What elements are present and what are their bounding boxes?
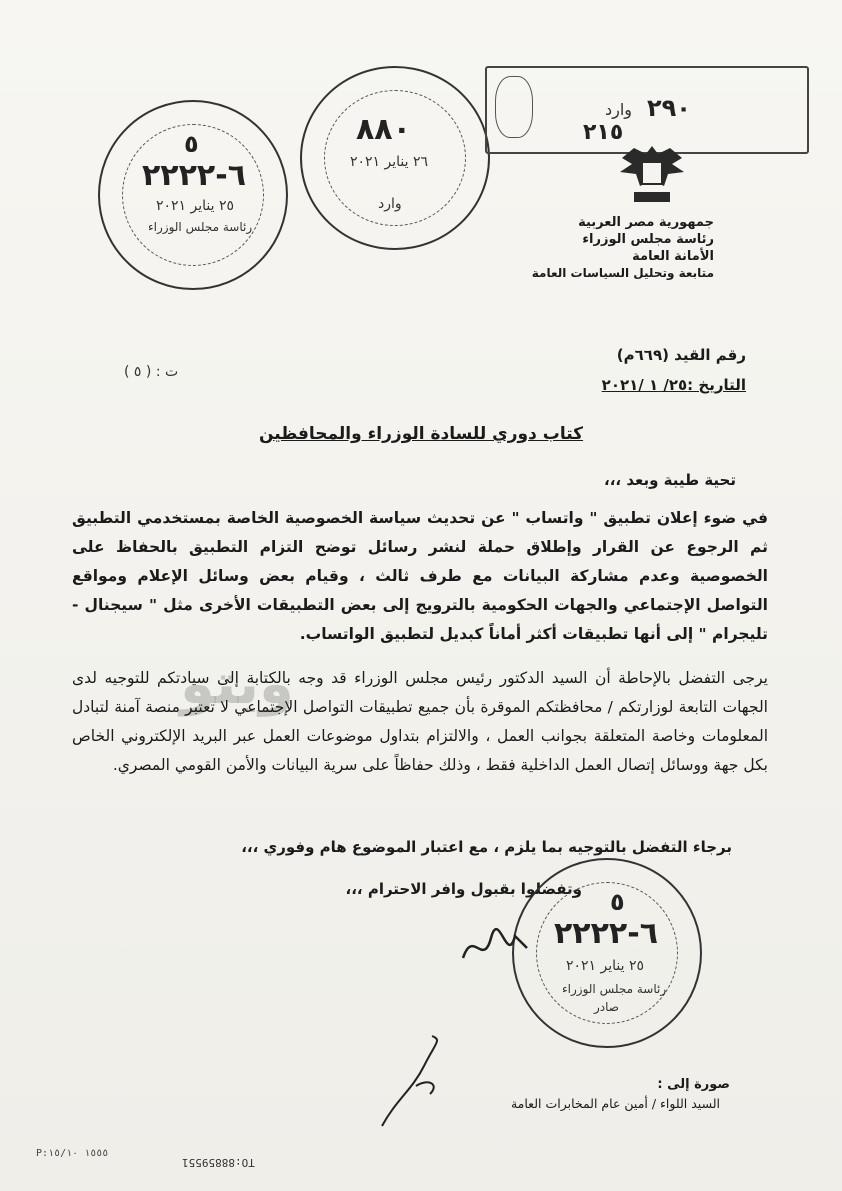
left-reference-marker: ت : ( ٥ ) — [124, 364, 179, 380]
watermark-logo: ويتو — [180, 652, 294, 717]
letter-closing: وتفضلوا بقبول وافر الاحترام ،،، — [345, 880, 582, 898]
header-presidency: رئاسة مجلس الوزراء — [582, 232, 714, 247]
egypt-eagle-emblem-icon — [612, 140, 692, 210]
bottom-stamp-sub: صادر — [594, 1000, 619, 1014]
middle-stamp-number: ٨٨٠ — [356, 112, 411, 147]
reference-date: التاريخ :٢٥/ ١ /٢٠٢١ — [601, 376, 746, 394]
copy-to-recipient: السيد اللواء / أمين عام المخابرات العامة — [510, 1096, 720, 1111]
bottom-stamp-label: رئاسة مجلس الوزراء — [562, 982, 667, 996]
left-stamp-letter: ٥ — [184, 130, 199, 158]
copy-to-label: صورة إلى : — [657, 1077, 730, 1092]
left-circular-stamp — [98, 100, 288, 290]
bottom-stamp-letter: ٥ — [610, 888, 625, 916]
box-stamp-number: ٢٩٠ — [647, 94, 691, 122]
footer-fax-number: TO:88859551 — [182, 1156, 255, 1169]
reference-number: رقم القيد (٦٦٩م) — [616, 346, 746, 364]
left-stamp-label: رئاسة مجلس الوزراء — [148, 220, 253, 234]
header-country: جمهورية مصر العربية — [578, 215, 714, 230]
middle-stamp-label: وارد — [378, 196, 402, 212]
bottom-stamp-date: ٢٥ يناير ٢٠٢١ — [566, 958, 645, 974]
bottom-stamp-number: ٦-٢٢٢٢ — [554, 916, 659, 951]
letter-paragraph-1: في ضوء إعلان تطبيق " واتساب " عن تحديث سياسة الخصوصية الخاصة بمستخدمي التطبيق ثم الرجوع عن القرار وإطلاق حملة لنشر رسائل توضح التزام التطبيق بالحفاظ على الخصوصية وعدم مشاركة البيانات مع طرف ثالث ، وقيام بعض وسائل الإعلام ومواقع التواصل الإجتماعي والجهات الحكومية بالترويج إلى بعض التطبيقات الأخرى مثل " سيجنال - تليجرام " إلى أنها تطبيقات أكثر أماناً كبديل لتطبيق الواتساب. — [72, 509, 768, 643]
header-secretariat: الأمانة العامة — [632, 249, 714, 264]
bottom-circular-stamp — [512, 858, 702, 1048]
signature-1 — [455, 918, 535, 978]
header-department: متابعة وتحليل السياسات العامة — [531, 266, 714, 280]
emblem-icon — [495, 76, 533, 138]
letter-title: كتاب دوري للسادة الوزراء والمحافظين — [258, 424, 584, 444]
letterhead — [514, 214, 714, 282]
footer-fax-code: P:١٥٥٥ ١٥/١٠ — [36, 1148, 109, 1159]
letter-greeting: تحية طيبة وبعد ،،، — [604, 471, 736, 489]
middle-circular-stamp — [300, 66, 490, 250]
box-stamp-subnumber: ٢١٥ — [583, 120, 624, 145]
left-stamp-date: ٢٥ يناير ٢٠٢١ — [156, 198, 235, 214]
letter-request: برجاء التفضل بالتوجيه بما يلزم ، مع اعتبار الموضوع هام وفوري ،،، — [241, 838, 732, 856]
middle-stamp-date: ٢٦ يناير ٢٠٢١ — [350, 154, 429, 170]
letter-paragraph-2: يرجى التفضل بالإحاطة أن السيد الدكتور رئيس مجلس الوزراء قد وجه بالكتابة إلى سيادتكم للتوجيه لدى الجهات التابعة لوزارتكم / محافظتكم الموقرة بأن جميع تطبيقات التواصل الإجتماعي لا تعتبر منصة آمنة لتبادل المعلومات وخاصة المتعلقة بجوانب العمل ، والالتزام بتداول موضوعات العمل عبر البريد الإلكتروني الخاص بكل جهة ووسائل إتصال العمل الداخلية فقط ، وذلك حفاظاً على سرية البيانات والأمن القومي المصري. — [72, 669, 768, 774]
left-stamp-number: ٦-٢٢٢٢ — [142, 158, 247, 193]
signature-2 — [372, 1030, 452, 1130]
box-stamp-label: وارد — [605, 100, 633, 119]
